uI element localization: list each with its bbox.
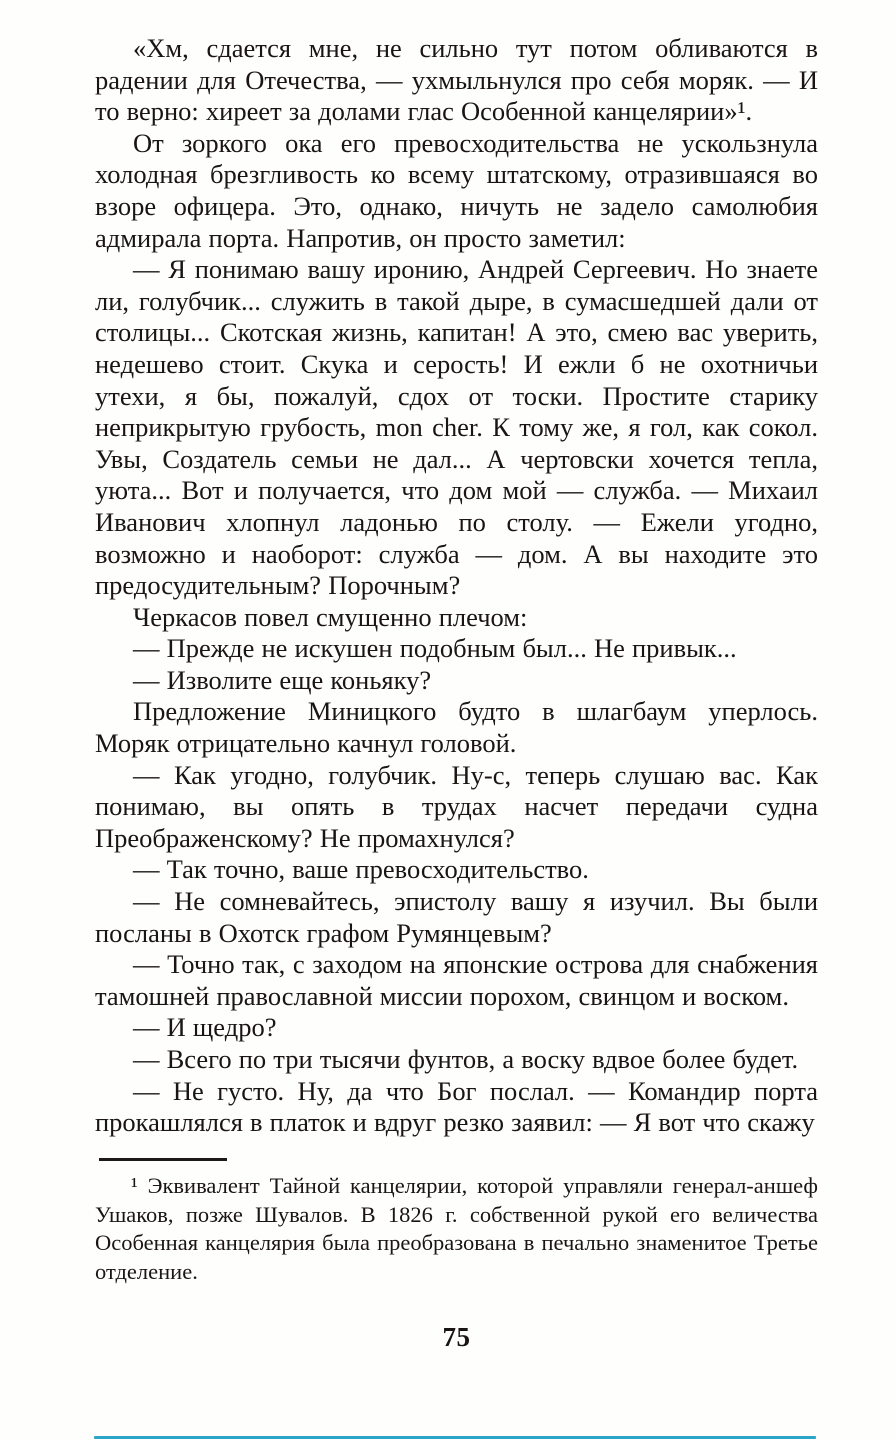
scan-bottom-edge-line xyxy=(94,1436,816,1439)
paragraph: — Не сомневайтесь, эпистолу вашу я изучил. Вы были посланы в Охотск графом Румянцевым? xyxy=(95,886,818,948)
paragraph: — Не густо. Ну, да что Бог послал. — Командир порта прокашлялся в платок и вдруг резко заявил: — Я вот что скажу xyxy=(95,1075,818,1138)
page-number: 75 xyxy=(442,1322,471,1352)
footnote-text: ¹ Эквивалент Тайной канцелярии, которой управляли генерал-аншеф Ушаков, позже Шувалов. В 1826 г. собственной рукой его величества Особенная канцелярия была преобразована в печально знаменитое Третье отделение. xyxy=(95,1173,818,1284)
paragraph: — Я понимаю вашу иронию, Андрей Сергеевич. Но знаете ли, голубчик... служить в такой дыре, в сумасшедшей дали от столицы... Скотская жизнь, капитан! А это, смею вас уверить, недешево стоит. Скука и серость! И ежли б не охотничьи утехи, я бы, пожалуй, сдох от тоски. Простите старику неприкрытую грубость, mon cher. К тому же, я гол, как сокол. Увы, Создатель семьи не дал... А чертовски хочется тепла, уюта... Вот и получается, что дом мой — служба. — Михаил Иванович хлопнул ладонью по столу. — Ежели угодно, возможно и наоборот: служба — дом. А вы находите это предосудительным? Порочным? xyxy=(95,254,818,601)
paragraph: — Так точно, ваше превосходительство. xyxy=(133,854,589,885)
paragraph: — Как угодно, голубчик. Ну-с, теперь слушаю вас. Как понимаю, вы опять в трудах насчет передачи судна Преображенскому? Не промахнулся? xyxy=(95,759,818,853)
footnote-separator-rule xyxy=(99,1158,227,1161)
paragraph: — Прежде не искушен подобным был... Не привык... xyxy=(133,633,737,664)
paragraph: Предложение Миницкого будто в шлагбаум уперлось. Моряк отрицательно качнул головой. xyxy=(95,696,818,759)
paragraph: — Изволите еще коньяку? xyxy=(133,664,432,695)
paragraph: «Хм, сдается мне, не сильно тут потом обливаются в радении для Отечества, — ухмыльнулся про себя моряк. — И то верно: хиреет за долами глас Особенной канцелярии»¹. xyxy=(95,33,818,127)
paragraph: — И щедро? xyxy=(133,1012,277,1043)
paragraph: От зоркого ока его превосходительства не ускользнула холодная брезгливость ко всему штатскому, отразившаяся во взоре офицера. Это, однако, ничуть не задело самолюбия адмирала порта. Напротив, он просто заметил: xyxy=(95,127,818,253)
paragraph: — Всего по три тысячи фунтов, а воску вдвое более будет. xyxy=(133,1044,799,1074)
body-text-block xyxy=(95,33,818,1139)
paragraph: — Точно так, с заходом на японские острова для снабжения тамошней православной миссии порохом, свинцом и воском. xyxy=(95,949,818,1011)
paragraph: Черкасов повел смущенно плечом: xyxy=(133,601,528,632)
